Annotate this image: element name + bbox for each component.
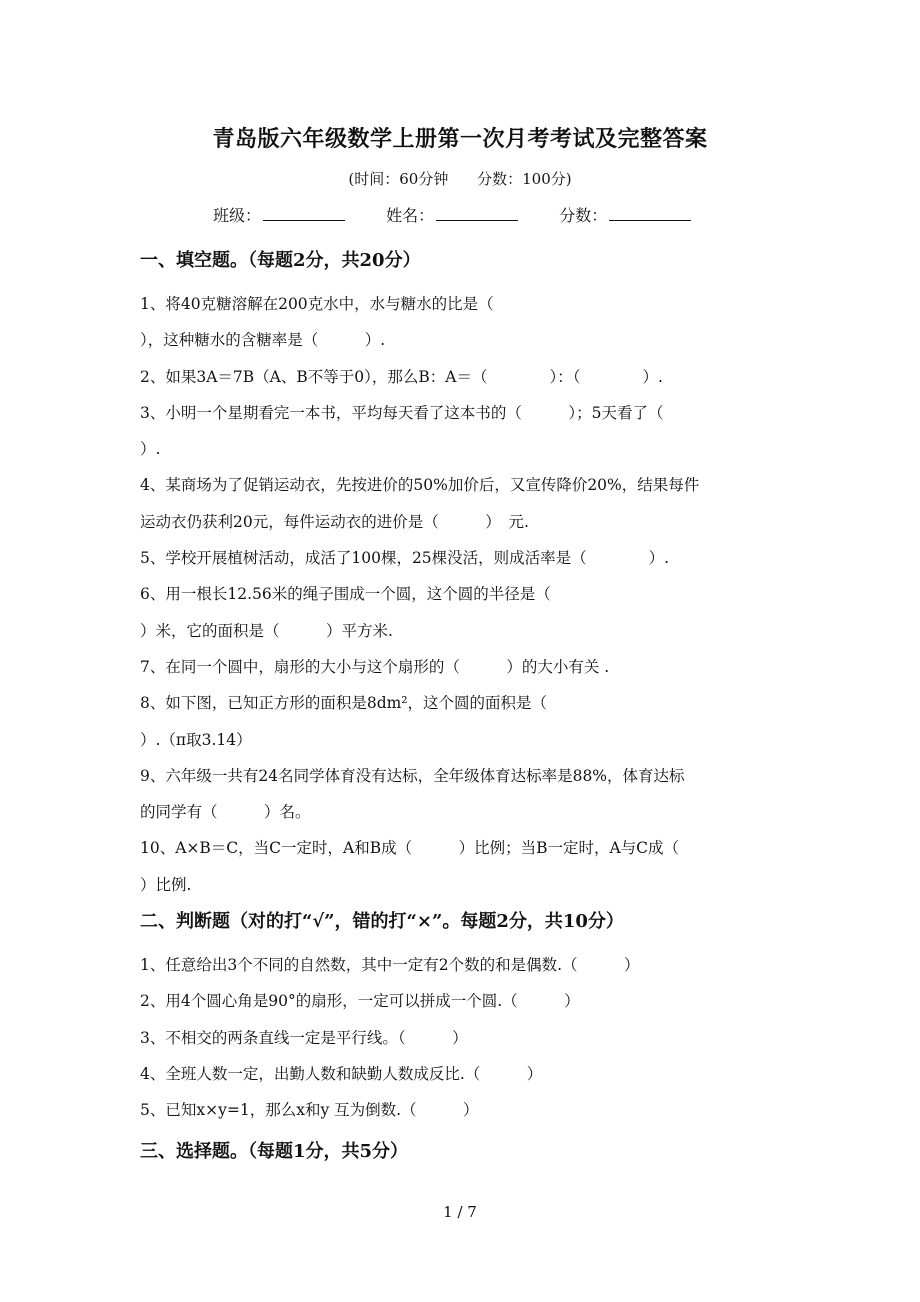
name-label: 姓名： bbox=[386, 206, 435, 225]
question-line: 10、A×B＝C，当C一定时，A和B成（ ）比例；当B一定时，A与C成（ bbox=[140, 839, 680, 858]
question-line: 8、如下图，已知正方形的面积是8dm²，这个圆的面积是（ bbox=[140, 694, 548, 713]
question-line: 4、某商场为了促销运动衣，先按进价的50%加价后，又宣传降价20%，结果每件 bbox=[140, 476, 700, 495]
question-line: 6、用一根长12.56米的绳子围成一个圆，这个圆的半径是（ bbox=[140, 585, 551, 604]
question-line: ），这种糖水的含糖率是（ ）. bbox=[140, 331, 386, 350]
question-line: ）. bbox=[140, 440, 161, 459]
page-title: 青岛版六年级数学上册第一次月考考试及完整答案 bbox=[212, 126, 708, 152]
question-line: ）比例. bbox=[140, 875, 192, 894]
question-line: 7、在同一个圆中，扇形的大小与这个扇形的（ ）的大小有关 . bbox=[140, 657, 610, 676]
score-blank[interactable] bbox=[609, 206, 691, 221]
name-blank[interactable] bbox=[436, 206, 518, 221]
question-line: 3、不相交的两条直线一定是平行线。（ ） bbox=[140, 1028, 468, 1047]
question-line: 9、六年级一共有24名同学体育没有达标，全年级体育达标率是88%，体育达标 bbox=[140, 766, 685, 785]
score-field[interactable] bbox=[559, 203, 691, 226]
question-line: 5、学校开展植树活动，成活了100棵，25棵没活，则成活率是（ ）. bbox=[140, 549, 670, 568]
question-line: 1、将40克糖溶解在200克水中，水与糖水的比是（ bbox=[140, 295, 494, 313]
student-fields bbox=[213, 203, 727, 226]
class-blank[interactable] bbox=[263, 206, 345, 221]
exam-time: (时间：60分钟 bbox=[348, 170, 449, 188]
question-line: 1、任意给出3个不同的自然数，其中一定有2个数的和是偶数.（ ） bbox=[140, 956, 640, 975]
score-label: 分数： bbox=[559, 206, 608, 225]
question-line: 2、用4个圆心角是90°的扇形，一定可以拼成一个圆.（ ） bbox=[140, 992, 580, 1011]
section-heading-fill-blank: 一、填空题。（每题2分，共20分） bbox=[140, 250, 421, 271]
true-false-questions bbox=[140, 947, 790, 1128]
class-label: 班级： bbox=[213, 206, 262, 225]
exam-total-score: 分数：100分) bbox=[477, 170, 572, 188]
fill-blank-questions bbox=[140, 286, 790, 903]
question-line: 3、小明一个星期看完一本书，平均每天看了这本书的（ ）；5天看了（ bbox=[140, 403, 664, 422]
question-line: ）米，它的面积是（ ）平方米. bbox=[140, 621, 393, 640]
question-line: 的同学有（ ）名。 bbox=[140, 803, 311, 822]
class-field[interactable] bbox=[213, 203, 345, 226]
question-line: ）.（π取3.14） bbox=[140, 730, 252, 749]
question-line: 5、已知x×y=1，那么x和y 互为倒数.（ ） bbox=[140, 1101, 479, 1120]
question-line: 2、如果3A＝7B（A、B不等于0），那么B：A＝（ ）：（ ）. bbox=[140, 367, 663, 386]
section-heading-multiple-choice: 三、选择题。（每题1分，共5分） bbox=[140, 1140, 409, 1162]
name-field[interactable] bbox=[386, 203, 518, 226]
question-line: 运动衣仍获利20元，每件运动衣的进价是（ ） 元. bbox=[140, 512, 529, 531]
section-heading-true-false: 二、判断题（对的打“√”，错的打“×”。每题2分，共10分） bbox=[140, 911, 624, 933]
exam-info bbox=[0, 168, 920, 189]
question-line: 4、全班人数一定，出勤人数和缺勤人数成反比.（ ） bbox=[140, 1064, 543, 1083]
exam-content bbox=[140, 240, 790, 1177]
page-number: 1 / 7 bbox=[443, 1203, 477, 1221]
